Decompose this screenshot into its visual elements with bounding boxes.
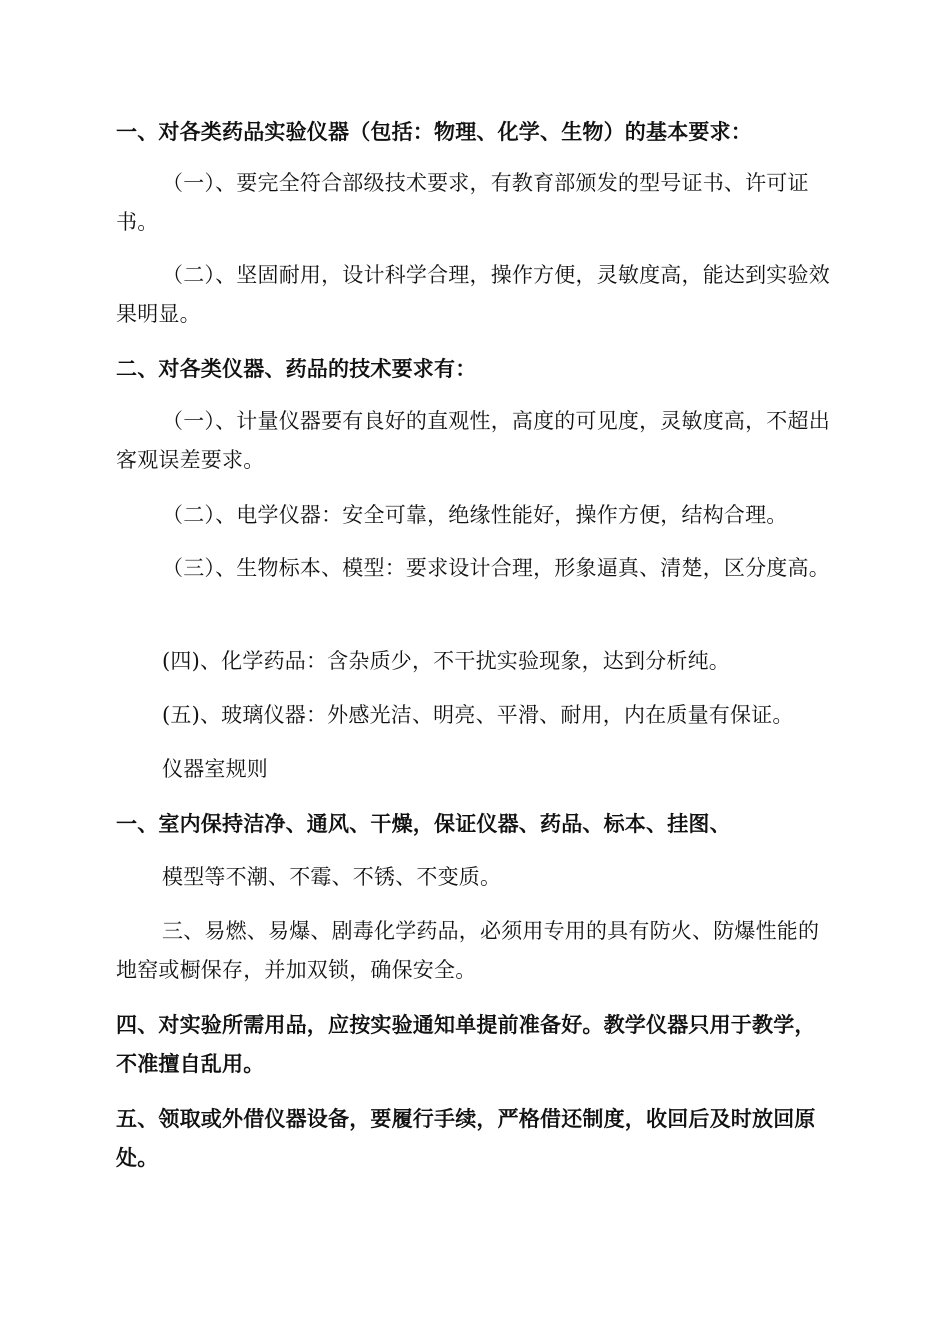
paragraph-measuring-instruments: （一）、计量仪器要有良好的直观性，高度的可见度，灵敏度高，不超出客观误差要求。 (116, 409, 830, 472)
rule-1: 一、室内保持洁净、通风、干燥，保证仪器、药品、标本、挂图、 (116, 811, 731, 836)
paragraph-item-2: （二）、坚固耐用，设计科学合理，操作方便，灵敏度高，能达到实验效果明显。 (116, 263, 830, 326)
paragraph-electrical-instruments: （二）、电学仪器：安全可靠，绝缘性能好，操作方便，结构合理。 (162, 503, 788, 527)
section-title-instrument-room-rules: 仪器室规则 (162, 757, 268, 781)
rule-4: 四、对实验所需用品，应按实验通知单提前准备好。教学仪器只用于教学，不准擅自乱用。 (116, 1012, 816, 1076)
paragraph-glassware: (五)、玻璃仪器：外感光洁、明亮、平滑、耐用，内在质量有保证。 (162, 703, 794, 727)
rule-5: 五、领取或外借仪器设备，要履行手续，严格借还制度，收回后及时放回原处。 (116, 1106, 816, 1170)
rule-1-continuation: 模型等不潮、不霉、不锈、不变质。 (162, 865, 502, 889)
paragraph-chemicals: (四)、化学药品：含杂质少，不干扰实验现象，达到分析纯。 (162, 649, 730, 673)
paragraph-biological-specimens: （三）、生物标本、模型：要求设计合理，形象逼真、清楚，区分度高。 (162, 556, 830, 580)
paragraph-item-1: （一）、要完全符合部级技术要求，有教育部颁发的型号证书、许可证书。 (116, 171, 809, 234)
rule-3: 三、易燃、易爆、剧毒化学药品，必须用专用的具有防火、防爆性能的地窑或橱保存，并加双锁，确保安全。 (116, 919, 820, 982)
heading-technical-requirements: 二、对各类仪器、药品的技术要求有： (116, 356, 477, 381)
heading-basic-requirements: 一、对各类药品实验仪器（包括：物理、化学、生物）的基本要求： (116, 119, 752, 144)
